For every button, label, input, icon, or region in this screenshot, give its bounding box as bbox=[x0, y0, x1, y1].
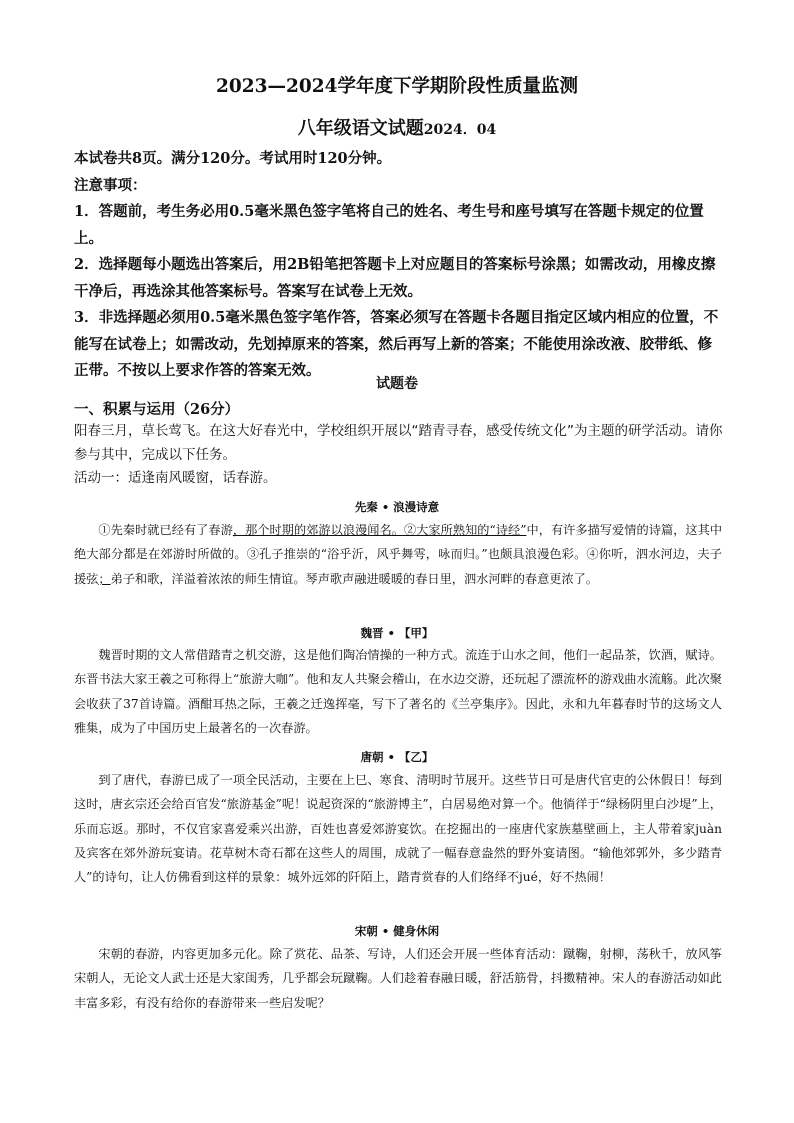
notice-item-2: 2．选择题每小题选出答案后，用2B铅笔把答题卡上对应题目的答案标号涂黑；如需改动，用橡皮擦干净后，再选涂其他答案标号。答案写在试卷上无效。 bbox=[74, 256, 716, 300]
intro-text: 阳春三月，草长莺飞。在这大好春光中，学校组织开展以“踏青寻春，感受传统文化”为主题的研学活动。请你参与其中，完成以下任务。 bbox=[74, 423, 723, 463]
passage-4-text: 宋朝的春游，内容更加多元化。除了赏花、品茶、写诗，人们还会开展一些体育活动：蹴鞠，射柳，荡秋千，放风筝宋朝人，无论文人武士还是大家闺秀，几乎都会玩蹴鞠。人们趁着春融日暖，舒活筋骨，抖擞精神。宋人的春游活动如此丰富多彩，有没有给你的春游带来一些启发呢？ bbox=[74, 947, 722, 1010]
passage-1-part-c: “诗经” bbox=[489, 523, 527, 537]
paper-label: 试题卷 bbox=[376, 376, 418, 392]
passage-3-text: 到了唐代，春游已成了一项全民活动，主要在上巳、寒食、清明时节展开。这些节日可是唐代官吏的公休假日！每到这时，唐玄宗还会给百官发“旅游基金”呢！说起资深的“旅游博主”，白居易绝对算一个。他徜徉于“绿杨阴里白沙堤”上，乐而忘返。那时，不仅官家喜爱乘兴出游，百姓也喜爱郊游宴饮。在挖掘出的一座唐代家族墓壁画上，主人带着家juàn及宾客在郊外游玩宴请。花草树木奇石都在这些人的周围，成就了一幅春意盎然的野外宴请图。“输他郊郭外，多少踏青人”的诗句，让人仿佛看到这样的景象：城外远郊的阡陌上，踏青赏春的人们络绎不jué，好不热闹！ bbox=[74, 773, 722, 885]
notice-item-3: 3．非选择题必须用0.5毫米黑色签字笔作答，答案必须写在答题卡各题目指定区域内相应的位置，不能写在试卷上；如需改动，先划掉原来的答案，然后再写上新的答案；不能使用涂改液、胶带纸、修正带。不按以上要求作答的答案无效。 bbox=[74, 309, 719, 379]
passage-1-part-b: ，那个时期的郊游以浪漫闻名。②大家所熟知的 bbox=[232, 523, 490, 537]
passage-subtitle-1: 先秦 • 浪漫诗意 bbox=[354, 500, 440, 514]
exam-subtitle bbox=[0, 114, 794, 140]
section-intro bbox=[74, 420, 724, 491]
passage-3 bbox=[74, 768, 722, 889]
passage-subtitle-3: 唐朝 • 【乙】 bbox=[360, 750, 434, 764]
exam-summary: 本试卷共8页。满分120分。考试用时120分钟。 bbox=[74, 150, 392, 167]
passage-subtitle-2: 魏晋 • 【甲】 bbox=[360, 626, 434, 640]
passage-1-part-d: 中，有许多描写爱情的诗篇，这其中绝大部分都是在郊游时所做的。③孔子推崇的“浴乎沂，风乎舞雩，咏而归。”也颇具浪漫色彩。④你听，泗水河边，夫子援弦 bbox=[74, 523, 723, 586]
passage-subtitle-4: 宋朝 • 健身休闲 bbox=[354, 924, 440, 938]
passage-1-text bbox=[74, 518, 722, 591]
passage-1-part-e: ； bbox=[98, 571, 111, 586]
activity-title: 活动一：适逢南风暖窗，话春游。 bbox=[74, 470, 277, 486]
passage-2 bbox=[74, 643, 722, 740]
section-heading: 一、积累与运用（26分） bbox=[74, 401, 240, 418]
exam-title: 2023—2024学年度下学期阶段性质量监测 bbox=[216, 76, 578, 97]
notice-heading: 注意事项： bbox=[74, 176, 147, 194]
passage-1-part-a: ①先秦时就已经有了春游 bbox=[98, 523, 233, 537]
passage-2-text: 魏晋时期的文人常借踏青之机交游，这是他们陶冶情操的一种方式。流连于山水之间，他们一起品茶，饮酒，赋诗。东晋书法大家王羲之可称得上“旅游大咖”。他和友人共聚会稽山，在水边交游，还玩起了漂流杯的游戏曲水流觞。此次聚会收获了37首诗篇。酒酣耳热之际，王羲之迁逸挥毫，写下了著名的《兰亭集序》。因此，永和九年暮春时节的这场文人雅集，成为了中国历史上最著名的一次春游。 bbox=[74, 648, 722, 735]
passage-1 bbox=[74, 518, 722, 591]
passage-1-part-f: 弟子和歌，洋溢着浓浓的师生情谊。琴声歌声融进暖暖的春日里，泗水河畔的春意更浓了。 bbox=[110, 571, 599, 586]
subject-title: 八年级语文试题 bbox=[297, 118, 424, 139]
passage-4 bbox=[74, 942, 722, 1015]
exam-date: 2024．04 bbox=[423, 122, 497, 138]
notice-item-1: 1．答题前，考生务必用0.5毫米黑色签字笔将自己的姓名、考生号和座号填写在答题卡规定的位置上。 bbox=[74, 203, 704, 247]
exam-notice bbox=[74, 146, 724, 385]
